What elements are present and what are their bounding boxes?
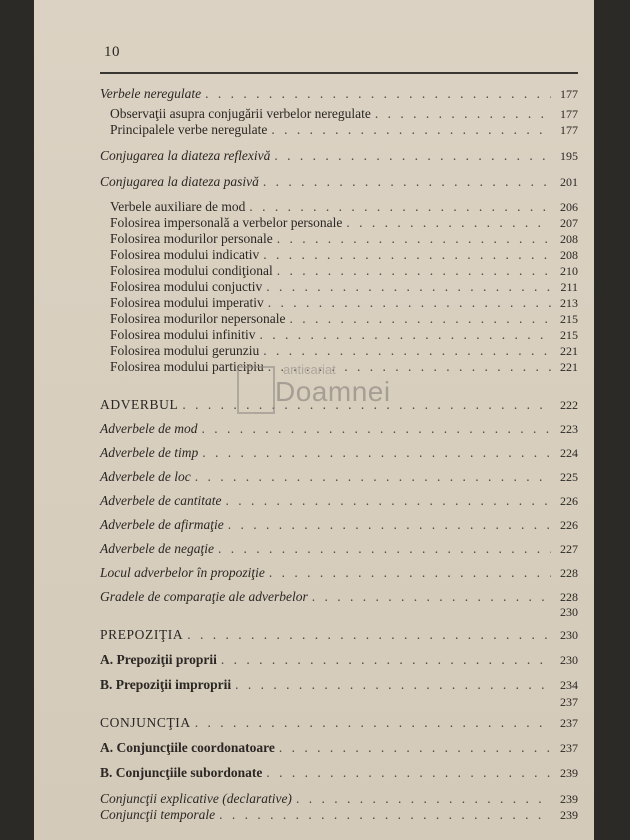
toc-entry-page: 230 <box>560 653 578 667</box>
toc-leader <box>249 199 551 215</box>
toc-entry <box>100 106 578 122</box>
toc-entry-title: Folosirea modului condiţional <box>110 263 273 278</box>
toc-leader <box>263 174 551 190</box>
toc-entry <box>100 740 578 756</box>
toc-leader <box>269 565 551 581</box>
toc-leader <box>266 279 551 295</box>
toc-entry <box>100 231 578 247</box>
toc-leader <box>271 122 551 138</box>
toc-leader <box>274 148 551 164</box>
toc-leader <box>218 541 551 557</box>
toc-leader <box>195 715 551 731</box>
toc-leader <box>235 677 551 693</box>
toc-entry-page: 201 <box>560 175 578 189</box>
toc-entry-title: B. Conjuncţiile subordonate <box>100 765 263 780</box>
toc-entry <box>100 359 578 375</box>
toc-entry <box>100 327 578 343</box>
toc-entry-title: Folosirea modului imperativ <box>110 295 264 310</box>
toc-entry <box>100 791 578 807</box>
toc-leader <box>228 517 551 533</box>
toc-entry-page: 226 <box>560 518 578 532</box>
toc-entry-page: 210 <box>560 264 578 278</box>
toc-leader <box>375 106 551 122</box>
toc-entry <box>100 263 578 279</box>
toc-chapter <box>100 627 578 643</box>
toc-entry <box>100 765 578 781</box>
toc-entry-title: Conjugarea la diateza pasivă <box>100 174 259 189</box>
toc-entry-page: 224 <box>560 446 578 460</box>
toc-entry <box>100 86 578 102</box>
toc-entry-page: 213 <box>560 296 578 310</box>
toc-entry-title: Locul adverbelor în propoziţie <box>100 565 265 580</box>
toc-entry-page: 230 <box>560 628 578 642</box>
toc-entry-page: 237 <box>560 741 578 755</box>
toc-entry <box>100 247 578 263</box>
toc-entry-page: 221 <box>560 360 578 374</box>
toc-entry-title: Adverbele de timp <box>100 445 199 460</box>
toc-entry <box>100 148 578 164</box>
toc-entry-title: Conjuncţii temporale <box>100 807 216 822</box>
toc-entry-page: 208 <box>560 232 578 246</box>
toc-entry <box>100 445 578 461</box>
toc-entry-title: Folosirea modului indicativ <box>110 247 260 262</box>
toc-entry-page: 177 <box>560 87 578 101</box>
toc-entry-title: PREPOZIŢIA <box>100 627 184 642</box>
toc-entry-page: 223 <box>560 422 578 436</box>
toc-entry-page: 222 <box>560 398 578 412</box>
toc-entry-title: ADVERBUL <box>100 397 179 412</box>
toc-entry-page: 207 <box>560 216 578 230</box>
toc-entry-page: 239 <box>560 792 578 806</box>
toc-entry-title: Adverbele de afirmaţie <box>100 517 224 532</box>
toc-entry-page: 225 <box>560 470 578 484</box>
toc-entry <box>100 122 578 138</box>
toc-entry <box>100 343 578 359</box>
toc-entry-page: 211 <box>560 280 578 294</box>
toc-entry-title: A. Conjuncţiile coordonatoare <box>100 740 275 755</box>
stray-row <box>100 693 578 707</box>
header-rule <box>100 72 578 74</box>
toc-entry-title: Folosirea impersonală a verbelor personale <box>110 215 343 230</box>
toc-entry <box>100 215 578 231</box>
toc-entry <box>100 807 578 823</box>
page-number: 10 <box>104 44 120 60</box>
toc-entry-title: Verbele auxiliare de mod <box>110 199 246 214</box>
stray-page-number: 237 <box>560 695 578 709</box>
toc-entry-page: 177 <box>560 123 578 137</box>
stray-row <box>100 605 578 619</box>
toc-entry-page: 234 <box>560 678 578 692</box>
toc-entry-title: Principalele verbe neregulate <box>110 122 268 137</box>
toc-entry-title: A. Prepoziţii proprii <box>100 652 217 667</box>
toc-leader <box>263 343 551 359</box>
toc-leader <box>289 311 551 327</box>
toc-entry-title: CONJUNCŢIA <box>100 715 191 730</box>
toc-leader <box>277 231 551 247</box>
toc-leader <box>266 765 551 781</box>
toc-leader <box>279 740 551 756</box>
toc-entry <box>100 589 578 605</box>
toc-leader <box>225 493 551 509</box>
toc-entry-page: 177 <box>560 107 578 121</box>
toc-leader <box>195 469 551 485</box>
table-of-contents <box>100 86 578 823</box>
toc-entry-page: 228 <box>560 590 578 604</box>
toc-entry-page: 228 <box>560 566 578 580</box>
stray-page-number: 230 <box>560 605 578 619</box>
toc-entry-title: Folosirea modurilor personale <box>110 231 273 246</box>
toc-entry <box>100 652 578 668</box>
toc-entry <box>100 541 578 557</box>
toc-entry-title: Folosirea modului gerunziu <box>110 343 260 358</box>
toc-chapter <box>100 715 578 731</box>
toc-entry-title: Adverbele de negaţie <box>100 541 214 556</box>
watermark-top-text: anticariat <box>283 362 336 377</box>
toc-entry <box>100 174 578 190</box>
toc-entry-page: 239 <box>560 766 578 780</box>
toc-entry <box>100 279 578 295</box>
toc-entry-page: 227 <box>560 542 578 556</box>
toc-entry-page: 195 <box>560 149 578 163</box>
toc-leader <box>221 652 551 668</box>
toc-entry <box>100 677 578 693</box>
toc-chapter <box>100 397 578 413</box>
toc-leader <box>296 791 551 807</box>
toc-leader <box>268 359 551 375</box>
toc-entry-title: Adverbele de loc <box>100 469 191 484</box>
toc-leader <box>201 421 551 437</box>
toc-leader <box>346 215 551 231</box>
toc-leader <box>263 247 551 263</box>
toc-entry-title: Conjugarea la diateza reflexivă <box>100 148 271 163</box>
toc-entry-title: Folosirea modurilor nepersonale <box>110 311 286 326</box>
toc-leader <box>268 295 551 311</box>
toc-entry-title: Verbele neregulate <box>100 86 202 101</box>
toc-leader <box>219 807 551 823</box>
toc-entry <box>100 311 578 327</box>
toc-entry-page: 221 <box>560 344 578 358</box>
book-page <box>34 0 594 840</box>
toc-entry-page: 215 <box>560 312 578 326</box>
toc-entry-page: 226 <box>560 494 578 508</box>
toc-entry <box>100 565 578 581</box>
toc-leader <box>182 397 551 413</box>
toc-entry-page: 215 <box>560 328 578 342</box>
toc-entry <box>100 493 578 509</box>
toc-entry-title: Adverbele de mod <box>100 421 198 436</box>
toc-leader <box>260 327 552 343</box>
toc-entry-page: 206 <box>560 200 578 214</box>
toc-entry-title: Adverbele de cantitate <box>100 493 222 508</box>
toc-leader <box>205 86 551 102</box>
toc-entry <box>100 199 578 215</box>
toc-entry-title: Conjuncţii explicative (declarative) <box>100 791 292 806</box>
toc-entry-page: 239 <box>560 808 578 822</box>
toc-entry-title: Folosirea modului participiu <box>110 359 264 374</box>
toc-entry <box>100 295 578 311</box>
toc-entry-title: Observaţii asupra conjugării verbelor neregulate <box>110 106 371 121</box>
toc-leader <box>202 445 551 461</box>
toc-entry <box>100 421 578 437</box>
toc-leader <box>187 627 551 643</box>
toc-entry-title: Folosirea modului conjuctiv <box>110 279 263 294</box>
toc-entry-title: B. Prepoziţii improprii <box>100 677 232 692</box>
watermark-main-text: Doamnei <box>275 376 391 407</box>
toc-entry-page: 237 <box>560 716 578 730</box>
toc-entry <box>100 517 578 533</box>
toc-entry <box>100 469 578 485</box>
toc-entry-title: Gradele de comparaţie ale adverbelor <box>100 589 308 604</box>
toc-entry-page: 208 <box>560 248 578 262</box>
toc-entry-title: Folosirea modului infinitiv <box>110 327 256 342</box>
toc-leader <box>277 263 551 279</box>
toc-leader <box>312 589 551 605</box>
